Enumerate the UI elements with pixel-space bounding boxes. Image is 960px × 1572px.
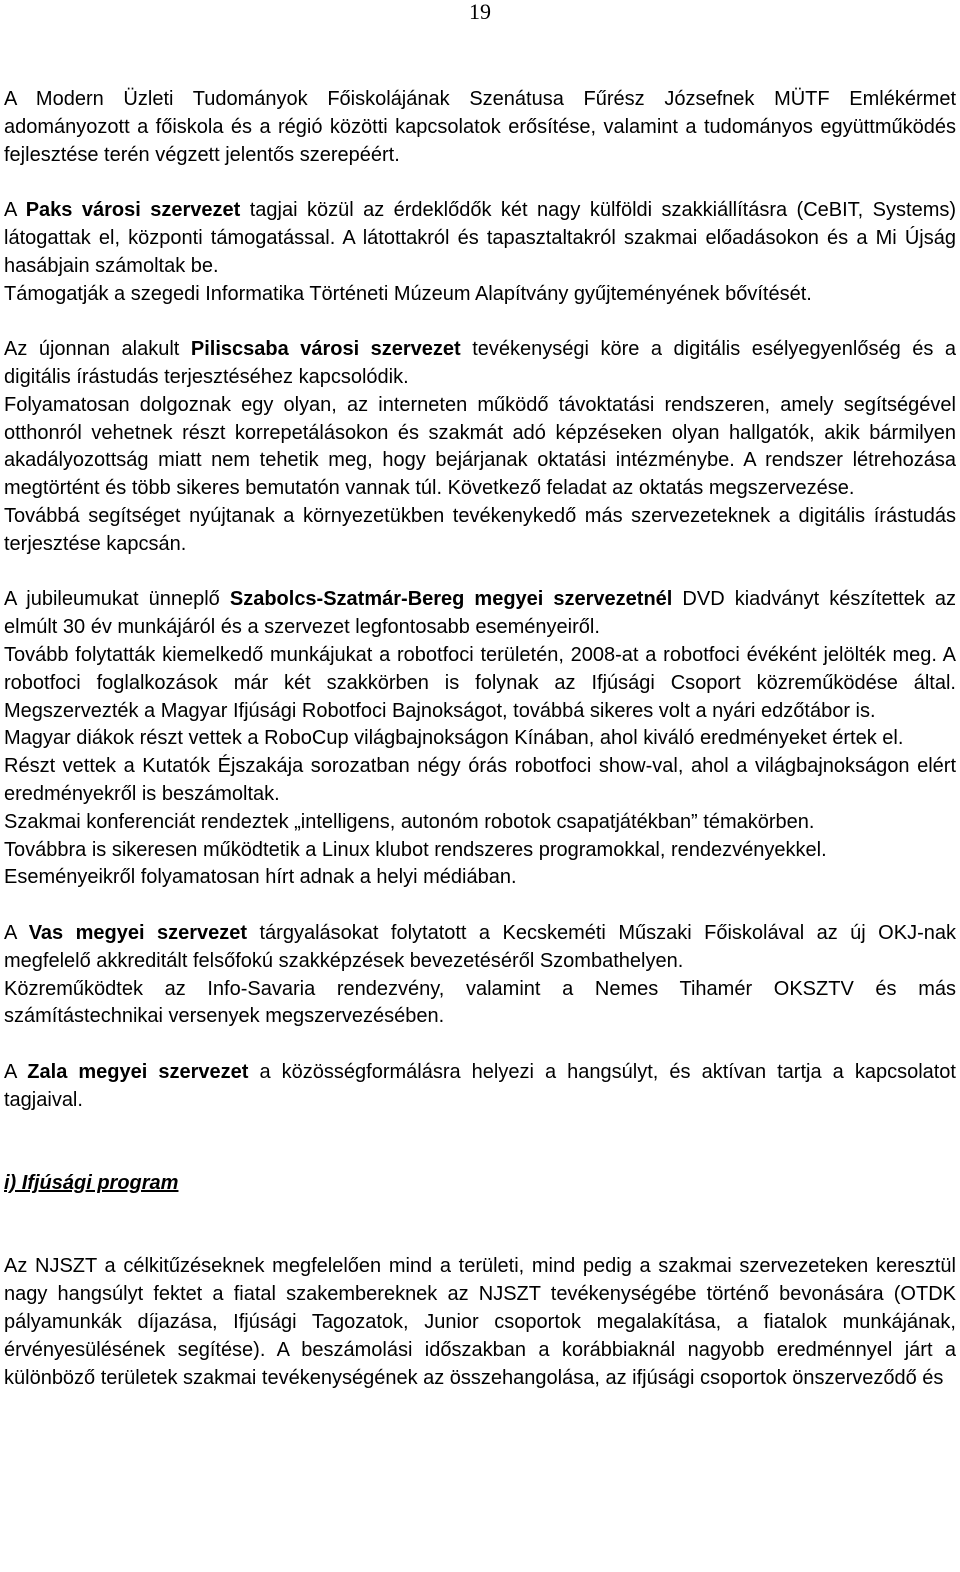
text: A	[4, 199, 26, 222]
paragraph-szabolcs-3: Magyar diákok részt vettek a RoboCup világbajnokságon Kínában, ahol kiváló eredményeket értek el.	[4, 727, 904, 750]
text: tevékenységi köre a digitális esélyegyenlőség és a digitális írástudás terjesztéséhez kapcsolódik.	[4, 338, 956, 388]
paragraph-vas	[4, 920, 956, 976]
org-name: Paks városi szervezet	[25, 199, 241, 222]
paragraph-muetf: A Modern Üzleti Tudományok Főiskolájának Szenátusa Fűrész Józsefnek MÜTF Emlékérmet adományozott a főiskola és a régió közötti kapcsolatok erősítése, valamint a tudományos együttműködés fejlesztése terén végzett jelentős szerepéért.	[4, 88, 956, 166]
text: A	[4, 921, 29, 944]
text: tárgyalásokat folytatott a Kecskeméti Műszaki Főiskolával az új OKJ-nak megfelelő akkreditált felsőfokú szakképzések bevezetéséről Szombathelyen.	[4, 921, 956, 972]
paragraph-zala	[4, 1059, 956, 1115]
spacer	[4, 1031, 956, 1059]
section-heading: i) Ifjúsági program	[4, 1172, 179, 1195]
spacer	[4, 308, 956, 336]
text: tagjai közül az érdeklődők két nagy külföldi szakkiállításra (CeBIT, Systems) látogattak el, központi támogatással. A látottakról és tapasztaltakról szakmai előadásokon és a Mi Újság hasábjain számoltak be.	[4, 199, 957, 277]
paragraph-vas-2: Közreműködtek az Info-Savaria rendezvény, valamint a Nemes Tihamér OKSZTV és más számítástechnikai versenyek megszervezésében.	[4, 977, 956, 1028]
paragraph-paks	[4, 197, 956, 280]
paragraph-szabolcs-4: Részt vettek a Kutatók Éjszakája sorozatban négy órás robotfoci show-val, ahol a világbajnokságon elért eredményekről is beszámoltak.	[4, 755, 956, 805]
text: Az újonnan alakult	[4, 338, 191, 361]
text: a közösségformálásra helyezi a hangsúlyt, és aktívan tartja a kapcsolatot tagjaival.	[4, 1060, 956, 1111]
spacer	[4, 559, 956, 587]
paragraph-szabolcs-7: Eseményeikről folyamatosan hírt adnak a helyi médiában.	[4, 866, 517, 889]
paragraph-ifjusagi: Az NJSZT a célkitűzéseknek megfelelően mind a területi, mind pedig a szakmai szervezeteken keresztül nagy hangsúlyt fektet a fiatal szakembereknek az NJSZT tevékenységébe történő bevonására (OTDK pályamunkák díjazása, Ifjúsági Tagozatok, Junior csoportok megalakítása, a fiatalok munkájának, érvényesülésének segítése). A beszámolási időszakban a korábbiaknál nagyobb eredménnyel járt a különböző területek szakmai tevékenységének az összehangolása, az ifjúsági csoportok önszerveződő és	[4, 1255, 956, 1389]
spacer	[4, 1198, 956, 1254]
paragraph-piliscsaba-3: Továbbá segítséget nyújtanak a környezetükben tevékenykedő más szervezeteknek a digitális írástudás terjesztése kapcsán.	[4, 504, 956, 555]
org-name: Zala megyei szervezet	[27, 1060, 249, 1083]
spacer	[4, 169, 956, 197]
org-name: Vas megyei szervezet	[28, 921, 248, 944]
paragraph-piliscsaba	[4, 336, 956, 392]
text: DVD kiadványt készítettek az elmúlt 30 év munkájáról és a szervezet legfontosabb eseményeiről.	[4, 588, 957, 639]
document-body	[4, 86, 956, 1392]
paragraph-piliscsaba-2: Folyamatosan dolgoznak egy olyan, az interneten működő távoktatási rendszeren, amely segítségével otthonról vehetnek részt korrepetálásokon és szakmát adó képzéseken olyan hallgatók, akik bármilyen akadályozottság miatt nem tehetik meg, hogy bejárjanak oktatási intézménybe. A rendszer létrehozása megtörtént és több sikeres bemutatón vannak túl. Következő feladat az oktatás megszervezése.	[4, 393, 956, 500]
spacer	[4, 1114, 956, 1170]
spacer	[4, 892, 956, 920]
paragraph-szabolcs	[4, 586, 956, 642]
text: A	[4, 1060, 28, 1083]
org-name: Szabolcs-Szatmár-Bereg megyei szervezetnél	[229, 588, 673, 611]
text: A jubileumukat ünneplő	[4, 588, 230, 611]
paragraph-szabolcs-2: Tovább folytatták kiemelkedő munkájukat a robotfoci területén, 2008-at a robotfoci évéként jelölték meg. A robotfoci foglalkozások már két szakkörben is folynak az Ifjúsági Csoport közreműködése által. Megszervezték a Magyar Ifjúsági Robotfoci Bajnokságot, továbbá sikeres volt a nyári edzőtábor is.	[4, 643, 956, 722]
paragraph-paks-2: Támogatják a szegedi Informatika Történeti Múzeum Alapítvány gyűjteményének bővítését.	[4, 282, 812, 305]
org-name: Piliscsaba városi szervezet	[190, 338, 461, 361]
paragraph-szabolcs-5: Szakmai konferenciát rendeztek „intelligens, autonóm robotok csapatjátékban” témakörben.	[4, 810, 815, 833]
page-number: 19	[469, 0, 491, 24]
paragraph-szabolcs-6: Továbbra is sikeresen működtetik a Linux klubot rendszeres programokkal, rendezvényekkel.	[4, 838, 827, 861]
